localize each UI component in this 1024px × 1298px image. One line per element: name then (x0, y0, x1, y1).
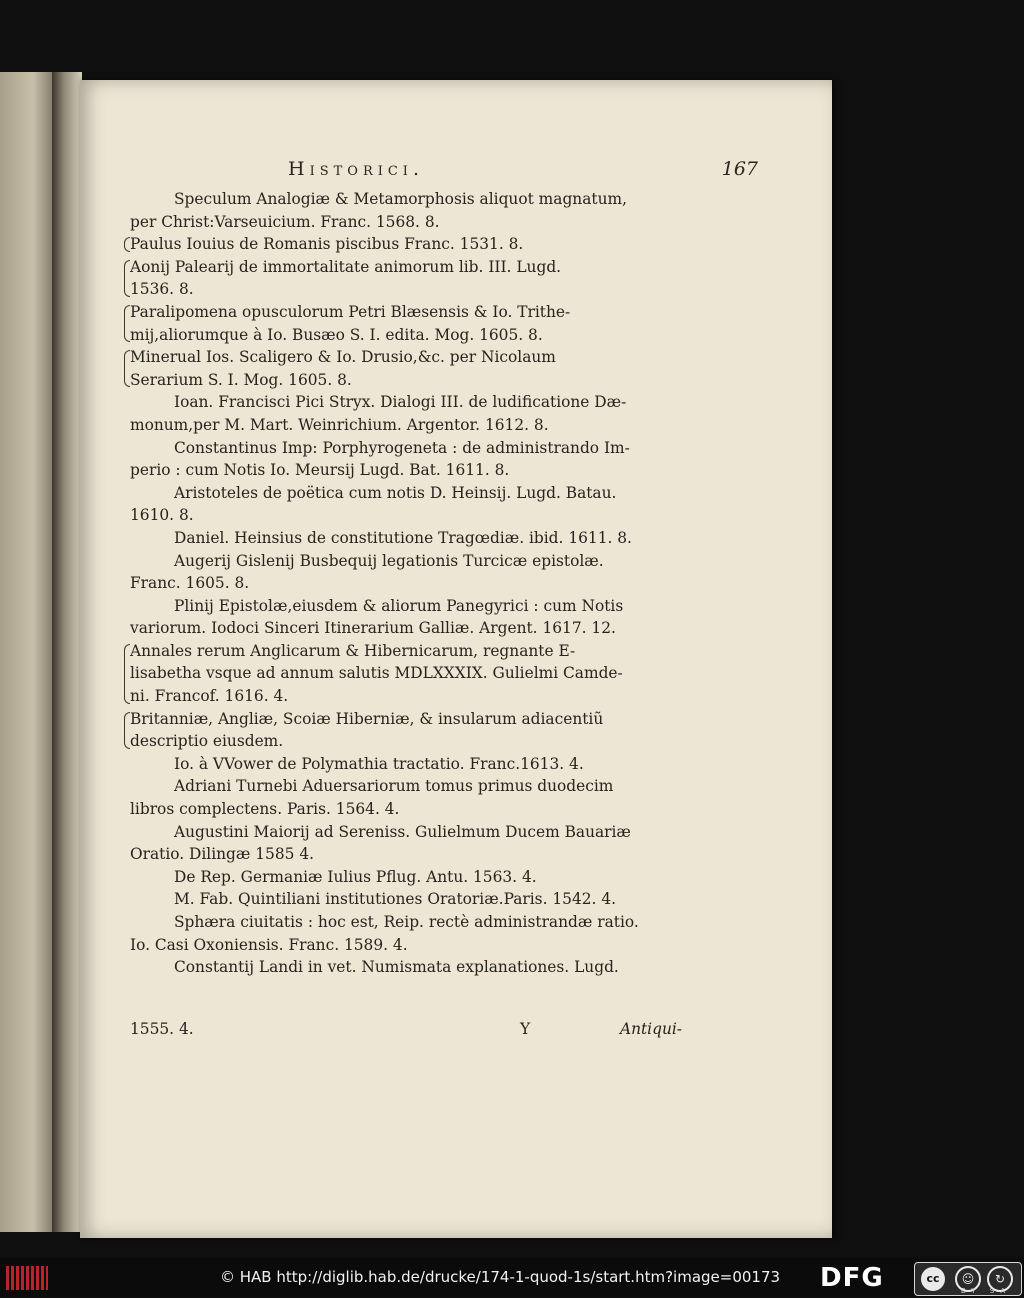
entry-line: 1536. 8. (130, 280, 194, 299)
list-item (130, 188, 682, 233)
list-item (130, 888, 682, 911)
signature-mark: Y (520, 1020, 531, 1038)
entry-line: Britanniæ, Angliæ, Scoiæ Hiberniæ, & insularum adiacentiũ (130, 709, 604, 728)
entry-line: Augerij Gislenij Busbequij legationis Turcicæ epistolæ. (174, 551, 604, 570)
list-item (130, 482, 682, 527)
cc-license-badge[interactable] (914, 1262, 1022, 1296)
entry-line: Plinij Epistolæ,eiusdem & aliorum Panegyrici : cum Notis (174, 596, 624, 615)
entry-line: Franc. 1605. 8. (130, 574, 250, 593)
entry-line: Adriani Turnebi Aduersariorum tomus primus duodecim (174, 777, 614, 796)
catchword: Antiqui- (619, 1020, 682, 1038)
entry-line: variorum. Iodoci Sinceri Itinerarium Galliæ. Argent. 1617. 12. (130, 619, 616, 638)
credit-link[interactable]: © HAB http://diglib.hab.de/drucke/174-1-quod-1s/start.htm?image=00173 (220, 1268, 781, 1286)
brace-mark (124, 350, 130, 387)
list-item (130, 346, 682, 391)
brace-mark (124, 305, 130, 342)
list-item (130, 821, 682, 866)
entry-line: De Rep. Germaniæ Iulius Pflug. Antu. 1563. 4. (174, 867, 537, 886)
entry-line: mij,aliorumque à Io. Busæo S. I. edita. Mog. 1605. 8. (130, 325, 543, 344)
list-item (130, 437, 682, 482)
cc-sa-icon: ↻ (987, 1266, 1013, 1292)
entry-line: Constantinus Imp: Porphyrogeneta : de administrando Im- (174, 438, 630, 457)
entry-line: M. Fab. Quintiliani institutiones Oratoriæ.Paris. 1542. 4. (174, 890, 617, 909)
entry-line: Serarium S. I. Mog. 1605. 8. (130, 370, 352, 389)
entry-line: lisabetha vsque ad annum salutis MDLXXXIX. Gulielmi Camde- (130, 664, 623, 683)
page-footer (130, 1020, 682, 1050)
list-item (130, 753, 682, 776)
dfg-logo: DFG (820, 1263, 884, 1293)
running-head-title: Historici. (288, 158, 424, 180)
brace-mark (124, 260, 130, 297)
list-item (130, 595, 682, 640)
entry-line: Minerual Ios. Scaligero & Io. Drusio,&c. per Nicolaum (130, 348, 556, 367)
footer-continuation: 1555. 4. (130, 1020, 194, 1038)
list-item (130, 708, 682, 753)
running-header (288, 158, 758, 188)
entry-line: Paulus Iouius de Romanis piscibus Franc. 1531. 8. (130, 235, 524, 254)
entry-line: Aonij Palearij de immortalitate animorum lib. III. Lugd. (130, 257, 562, 276)
list-item (130, 866, 682, 889)
entry-line: Io. Casi Oxoniensis. Franc. 1589. 4. (130, 935, 408, 954)
book-gutter (52, 72, 82, 1232)
list-item (130, 527, 682, 550)
entry-line: Sphæra ciuitatis : hoc est, Reip. rectè administrandæ ratio. (174, 913, 639, 931)
list-item (130, 233, 682, 256)
brace-mark (124, 644, 130, 704)
hab-logo-icon (6, 1266, 48, 1290)
entry-line: libros complectens. Paris. 1564. 4. (130, 800, 400, 819)
entry-line: descriptio eiusdem. (130, 732, 284, 751)
entry-line: Annales rerum Anglicarum & Hibernicarum, regnante E- (130, 641, 576, 660)
cc-license-label: BY SA (960, 1287, 1012, 1295)
entry-line: Speculum Analogiæ & Metamorphosis aliquot magnatum, (174, 190, 627, 208)
list-item (130, 640, 682, 708)
list-item (130, 391, 682, 436)
previous-page-edge (0, 72, 60, 1232)
list-item (130, 911, 682, 956)
list-item (130, 956, 682, 979)
entry-line: Constantij Landi in vet. Numismata explanationes. Lugd. (174, 958, 619, 977)
entry-line: Oratio. Dilingæ 1585 4. (130, 845, 315, 864)
entry-line: Aristoteles de poëtica cum notis D. Heinsij. Lugd. Batau. (174, 483, 617, 502)
cc-by-icon: ☺ (955, 1266, 981, 1292)
credit-bar (0, 1258, 1024, 1298)
brace-mark (124, 237, 130, 252)
entry-line: per Christ:Varseuicium. Franc. 1568. 8. (130, 212, 440, 231)
bibliography-list (130, 188, 682, 979)
entry-line: Io. à VVower de Polymathia tractatio. Franc.1613. 4. (174, 754, 584, 773)
list-item (130, 550, 682, 595)
entry-line: Daniel. Heinsius de constitutione Tragœdiæ. ibid. 1611. 8. (174, 528, 632, 547)
entry-line: perio : cum Notis Io. Meursij Lugd. Bat. 1611. 8. (130, 461, 510, 480)
list-item (130, 256, 682, 301)
entry-line: 1610. 8. (130, 506, 194, 525)
list-item (130, 775, 682, 820)
page-number: 167 (721, 158, 758, 180)
list-item (130, 301, 682, 346)
entry-line: ni. Francof. 1616. 4. (130, 687, 289, 706)
cc-icon: cc (921, 1267, 945, 1291)
brace-mark (124, 712, 130, 749)
entry-line: Ioan. Francisci Pici Stryx. Dialogi III. de ludificatione Dæ- (174, 393, 627, 412)
entry-line: Augustini Maiorij ad Sereniss. Gulielmum Ducem Bauariæ (174, 822, 631, 841)
entry-line: monum,per M. Mart. Weinrichium. Argentor. 1612. 8. (130, 415, 549, 434)
entry-line: Paralipomena opusculorum Petri Blæsensis & Io. Trithe- (130, 302, 571, 321)
book-page (80, 80, 832, 1238)
